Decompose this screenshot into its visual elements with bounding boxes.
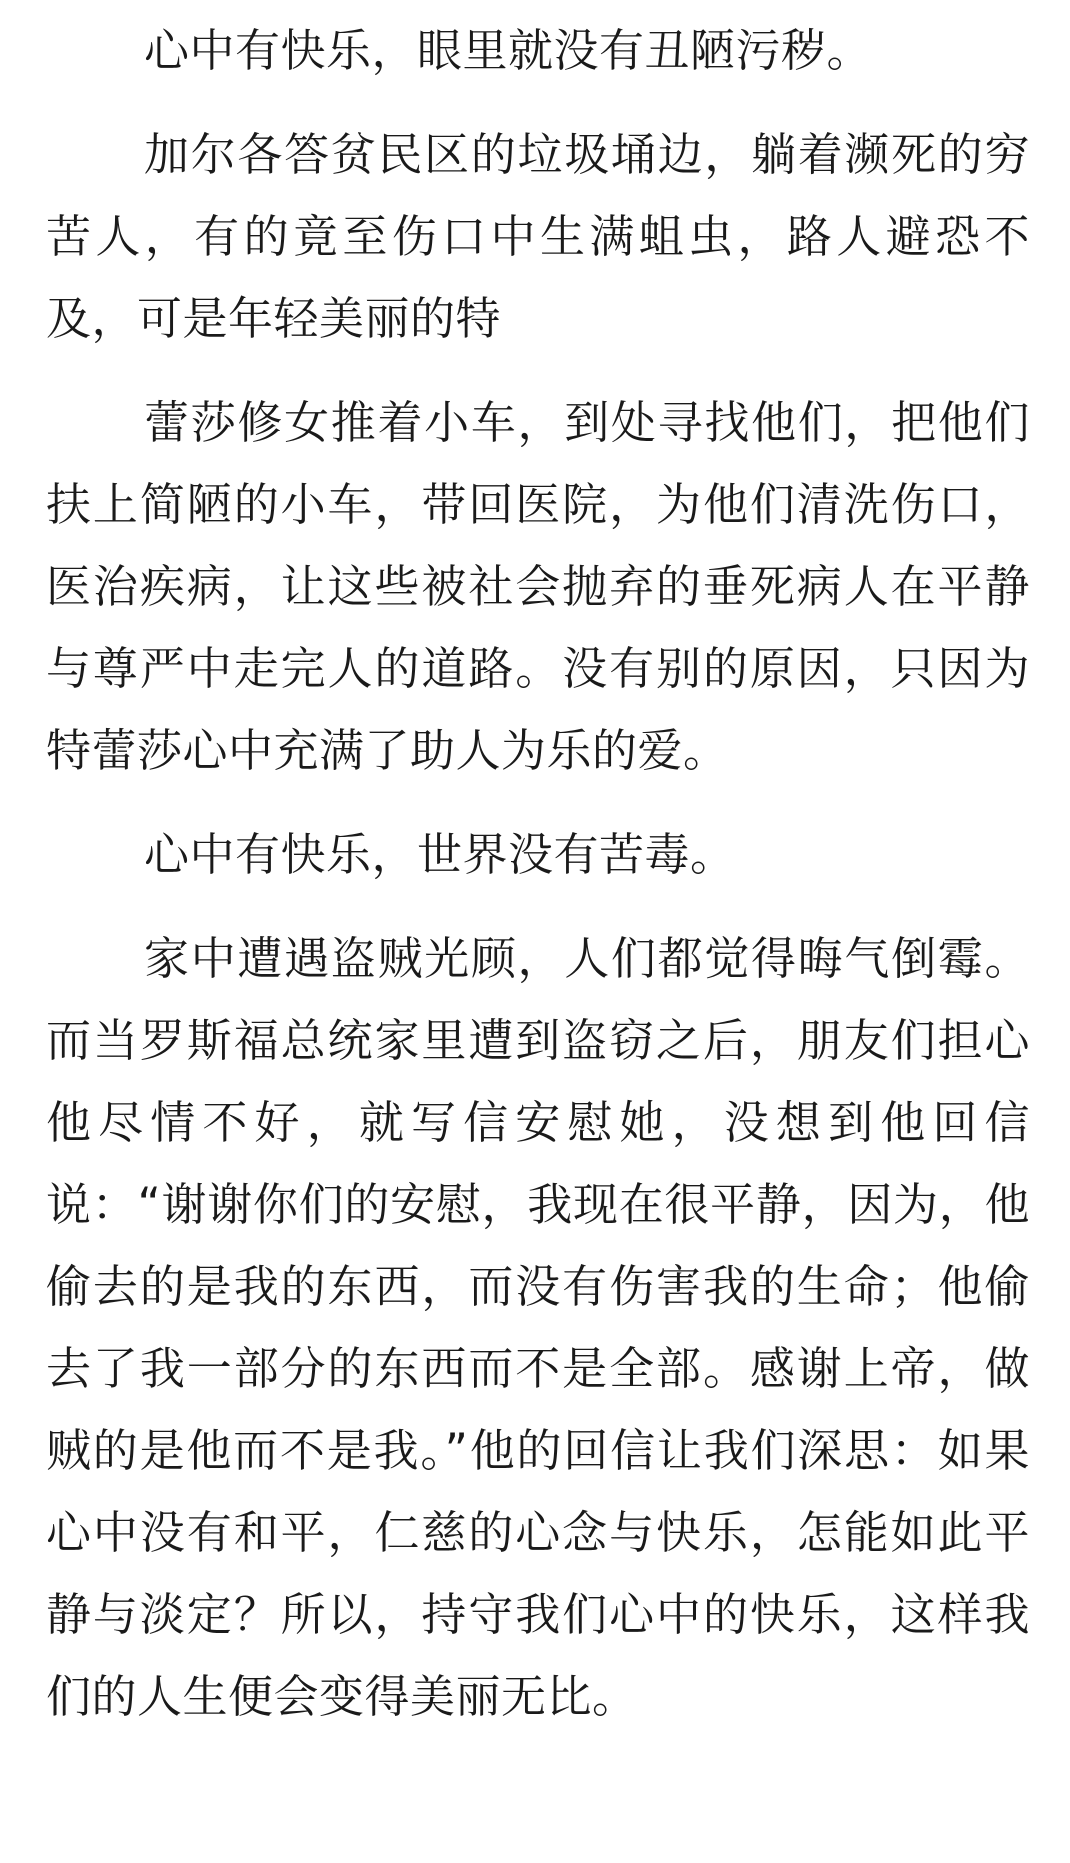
paragraph: 心中有快乐，眼里就没有丑陋污秽。 bbox=[144, 24, 873, 77]
paragraph: 家中遭遇盗贼光顾，人们都觉得晦气倒霉。而当罗斯福总统家里遭到盗窃之后，朋友们担心他尽情不好，就写信安慰她，没想到他回信说：“谢谢你们的安慰，我现在很平静，因为，他偷去的是我的东西，而没有伤害我的生命；他偷去了我一部分的东西而不是全部。感谢上帝，做贼的是他而不是我。”他的回信让我们深思：如果心中没有和平，仁慈的心念与快乐，怎能如此平静与淡定？所以，持守我们心中的快乐，这样我们的人生便会变得美丽无比。 bbox=[46, 932, 1030, 1723]
paragraph: 加尔各答贫民区的垃圾埇边，躺着濒死的穷苦人，有的竟至伤口中生满蛆虫，路人避恐不及，可是年轻美丽的特 bbox=[46, 128, 1030, 345]
paragraph: 心中有快乐，世界没有苦毒。 bbox=[144, 828, 736, 881]
paragraph: 蕾莎修女推着小车，到处寻找他们，把他们扶上简陋的小车，带回医院，为他们清洗伤口，医治疾病，让这些被社会抛弃的垂死病人在平静与尊严中走完人的道路。没有别的原因，只因为特蕾莎心中充满了助人为乐的爱。 bbox=[46, 396, 1030, 777]
